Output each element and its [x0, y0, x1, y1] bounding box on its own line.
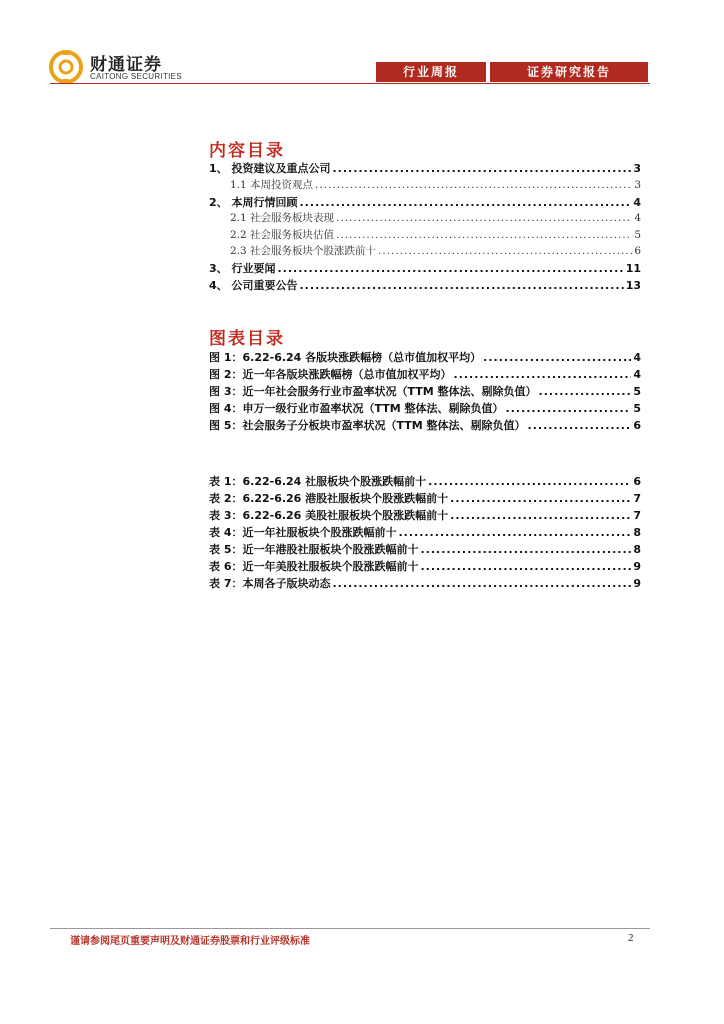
leader-dots [398, 526, 631, 539]
figure-entry-label: 图 1：6.22-6.24 各版块涨跌幅榜（总市值加权平均） [209, 351, 482, 364]
toc-entry-label: 1、 投资建议及重点公司 [209, 162, 331, 175]
leader-dots [277, 262, 623, 275]
leader-dots [539, 385, 632, 398]
table-entry[interactable] [209, 575, 641, 593]
table-entry-page: 8 [633, 526, 641, 539]
contents-title: 内容目录 [209, 141, 285, 161]
toc-entry[interactable] [209, 160, 641, 178]
brand-name: 财通证券 [90, 55, 162, 75]
page-number: 2 [628, 932, 634, 944]
table-entry-label: 表 5：近一年港股社服板块个股涨跌幅前十 [209, 543, 419, 556]
leader-dots [332, 162, 631, 175]
leader-dots [528, 419, 632, 432]
table-entry[interactable] [209, 507, 641, 525]
toc-entry-page: 13 [625, 279, 641, 292]
table-entry-page: 9 [633, 560, 641, 573]
leader-dots [378, 245, 632, 257]
table-entry[interactable] [209, 524, 641, 542]
toc-entry[interactable] [209, 277, 641, 295]
toc-entry-page: 3 [634, 179, 641, 191]
figure-entry-label: 图 4：申万一级行业市盈率状况（TTM 整体法、剔除负值） [209, 402, 504, 415]
caitong-logo-icon [48, 50, 84, 84]
toc-entry-page: 4 [633, 196, 641, 209]
toc-entry[interactable] [209, 177, 641, 195]
table-entry-label: 表 4：近一年社服板块个股涨跌幅前十 [209, 526, 397, 539]
figure-entry[interactable] [209, 349, 641, 367]
footer-disclaimer: 谨请参阅尾页重要声明及财通证券股票和行业评级标准 [70, 936, 310, 947]
toc-entry-label: 3、 行业要闻 [209, 262, 276, 275]
figure-entry[interactable] [209, 400, 641, 418]
toc-entry-page: 6 [634, 245, 641, 257]
leader-dots [332, 577, 631, 590]
table-entry-page: 7 [633, 509, 641, 522]
figure-entry[interactable] [209, 366, 641, 384]
brand-name-en: CAITONG SECURITIES [90, 72, 182, 81]
table-entry-page: 8 [633, 543, 641, 556]
toc-entry-page: 11 [625, 262, 641, 275]
table-entry[interactable] [209, 541, 641, 559]
figure-entry-page: 4 [633, 351, 641, 364]
table-entry-label: 表 7：本周各子版块动态 [209, 577, 331, 590]
toc-entry-page: 4 [634, 212, 641, 224]
leader-dots [428, 475, 631, 488]
table-entry-label: 表 3：6.22-6.26 美股社服板块个股涨跌幅前十 [209, 509, 449, 522]
leader-dots [315, 179, 632, 191]
figure-entry-label: 图 3：近一年社会服务行业市盈率状况（TTM 整体法、剔除负值） [209, 385, 537, 398]
figure-entry-page: 6 [633, 419, 641, 432]
toc-entry[interactable] [209, 210, 641, 228]
header-divider [50, 83, 650, 84]
leader-dots [336, 229, 632, 241]
figure-entry[interactable] [209, 417, 641, 435]
table-entry-label: 表 1：6.22-6.24 社服板块个股涨跌幅前十 [209, 475, 427, 488]
toc-entry-label: 1.1 本周投资观点 [230, 179, 314, 191]
figure-entry[interactable] [209, 383, 641, 401]
figure-entry-label: 图 5：社会服务子分板块市盈率状况（TTM 整体法、剔除负值） [209, 419, 526, 432]
toc-entry-label: 2.1 社会服务板块表现 [230, 212, 335, 224]
toc-entry-page: 3 [633, 162, 641, 175]
toc-entry[interactable] [209, 243, 641, 261]
table-entry-page: 9 [633, 577, 641, 590]
toc-entry-label: 2、 本周行情回顾 [209, 196, 298, 209]
leader-dots [299, 279, 623, 292]
table-entry-label: 表 2：6.22-6.26 港股社服板块个股涨跌幅前十 [209, 492, 449, 505]
table-entry-page: 7 [633, 492, 641, 505]
toc-entry-page: 5 [634, 229, 641, 241]
table-entry[interactable] [209, 490, 641, 508]
page-header [0, 0, 724, 90]
toc-entry-label: 2.3 社会服务板块个股涨跌前十 [230, 245, 377, 257]
leader-dots [483, 351, 631, 364]
toc-entry-label: 2.2 社会服务板块估值 [230, 229, 335, 241]
table-entry-page: 6 [633, 475, 641, 488]
leader-dots [453, 368, 631, 381]
table-entry-label: 表 6：近一年美股社服板块个股涨跌幅前十 [209, 560, 419, 573]
leader-dots [506, 402, 632, 415]
toc-entry-label: 4、 公司重要公告 [209, 279, 298, 292]
report-type-tag: 行业周报 [376, 62, 486, 82]
figure-entry-page: 4 [633, 368, 641, 381]
table-entry[interactable] [209, 558, 641, 576]
footer-divider [50, 928, 650, 929]
figure-entry-page: 5 [633, 385, 641, 398]
leader-dots [299, 196, 631, 209]
figure-entry-label: 图 2：近一年各版块涨跌幅榜（总市值加权平均） [209, 368, 452, 381]
figures-title: 图表目录 [209, 329, 285, 349]
leader-dots [420, 560, 631, 573]
table-entry[interactable] [209, 473, 641, 491]
leader-dots [450, 492, 631, 505]
figure-entry-page: 5 [633, 402, 641, 415]
leader-dots [336, 212, 632, 224]
report-category-tag: 证券研究报告 [490, 62, 648, 82]
toc-entry[interactable] [209, 260, 641, 278]
leader-dots [420, 543, 631, 556]
leader-dots [450, 509, 631, 522]
